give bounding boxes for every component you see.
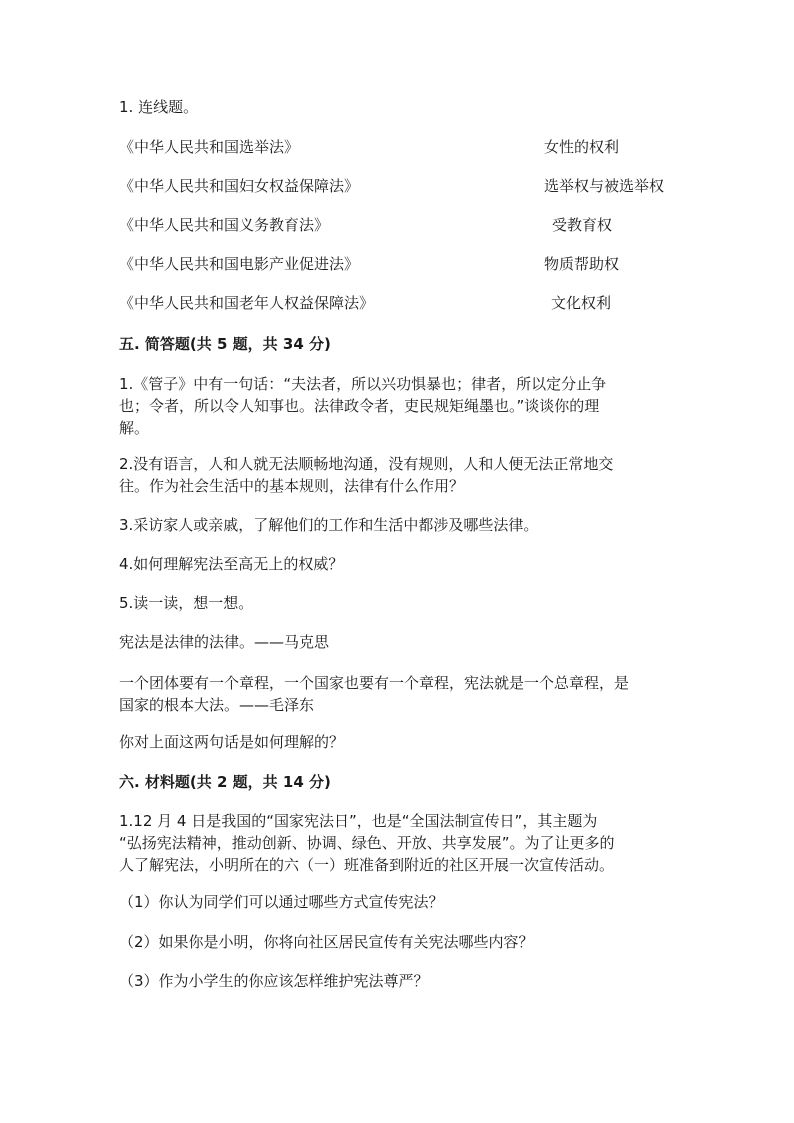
match-left-item-5: 《中华人民共和国老年人权益保障法》 [119,294,375,312]
match-right-item-2: 选举权与被选举权 [544,177,665,195]
question-1-line-3: 解。 [119,419,150,437]
question-2-line-2: 往。作为社会生活中的基本规则，法律有什么作用？ [119,477,465,495]
question-1-line-1: 1.《管子》中有一句话：“夫法者，所以兴功惧暴也；律者，所以定分止争 [119,375,607,393]
question-2-line-1: 2.没有语言，人和人就无法顺畅地沟通，没有规则，人和人便无法正常地交 [119,455,614,473]
section-5-question-4: 4.如何理解宪法至高无上的权威？ [119,555,344,573]
quote-mao [119,672,679,716]
section-5-heading: 五. 简答题(共 5 题，共 34 分) [119,335,331,353]
quote-marx: 宪法是法律的法律。——马克思 [119,633,330,651]
section-5-question-5: 5.读一读，想一想。 [119,594,254,612]
material-line-1: 1.12 月 4 日是我国的“国家宪法日”，也是“全国法制宣传日”，其主题为 [119,812,598,830]
sub-question-2: （2）如果你是小明，你将向社区居民宣传有关宪法哪些内容？ [119,933,534,951]
material-paragraph [119,810,679,876]
question-1-line-2: 也；令者，所以令人知事也。法律政令者，吏民规矩绳墨也。”谈谈你的理 [119,397,600,415]
section-5-question-1 [119,373,679,439]
quote-mao-line-1: 一个团体要有一个章程，一个国家也要有一个章程，宪法就是一个总章程，是 [119,674,630,692]
match-left-item-3: 《中华人民共和国义务教育法》 [119,216,330,234]
match-right-item-3: 受教育权 [552,216,613,234]
quote-mao-line-2: 国家的根本大法。——毛泽东 [119,696,315,714]
match-left-item-4: 《中华人民共和国电影产业促进法》 [119,255,360,273]
match-question-title: 1. 连线题。 [119,98,199,116]
match-right-item-4: 物质帮助权 [544,255,620,273]
section-5-question-3: 3.采访家人或亲戚，了解他们的工作和生活中都涉及哪些法律。 [119,516,539,534]
match-right-item-5: 文化权利 [551,294,612,312]
match-left-item-1: 《中华人民共和国选举法》 [119,138,300,156]
match-left-item-2: 《中华人民共和国妇女权益保障法》 [119,177,360,195]
match-right-item-1: 女性的权利 [544,138,620,156]
question-5-prompt: 你对上面这两句话是如何理解的？ [119,733,345,751]
material-line-2: “弘扬宪法精神，推动创新、协调、绿色、开放、共享发展”。为了让更多的 [119,834,615,852]
section-6-heading: 六. 材料题(共 2 题，共 14 分) [119,773,331,791]
sub-question-1: （1）你认为同学们可以通过哪些方式宣传宪法？ [119,893,444,911]
sub-question-3: （3）作为小学生的你应该怎样维护宪法尊严？ [119,972,429,990]
material-line-3: 人了解宪法，小明所在的六（一）班准备到附近的社区开展一次宣传活动。 [119,856,615,874]
section-5-question-2 [119,453,679,497]
